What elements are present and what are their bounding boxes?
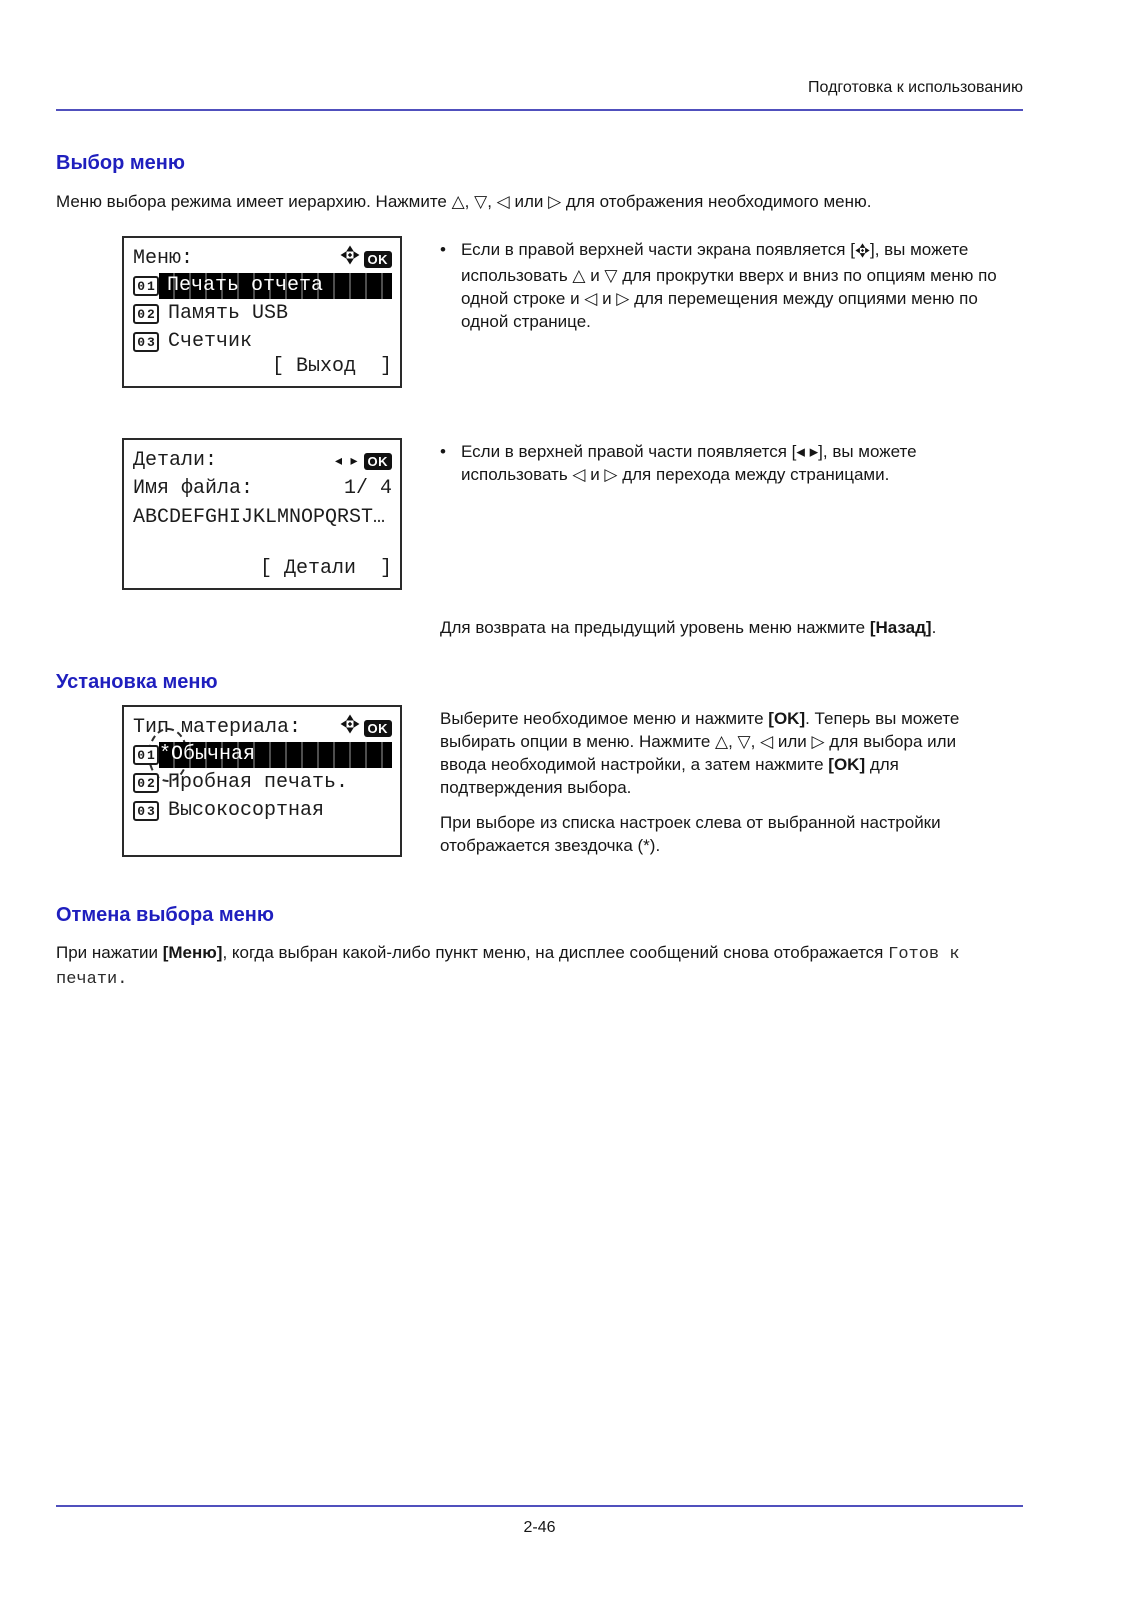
bullet-text: Если в правой верхней части экрана появляется [ ], вы можете использовать △ и ▽ для прокрутки вверх и вниз по опциям меню по одной строке и ◁ и ▷ для перемещения между опциями меню по одной странице.: [461, 240, 997, 331]
status-message-text: Готов к печати.: [56, 945, 960, 989]
media-item-row-selected: [133, 742, 392, 768]
bullet-marker: •: [440, 240, 446, 259]
menu-screen-row: [122, 236, 1023, 388]
four-way-arrow-icon: [340, 714, 360, 742]
select-menu-intro: Меню выбора режима имеет иерархию. Нажмите △, ▽, ◁ или ▷ для отображения необходимого меню.: [56, 192, 872, 211]
lcd-details-title: Детали:: [133, 449, 218, 472]
ok-key-label: [OK]: [768, 709, 806, 728]
lcd-menu-header: [133, 247, 392, 271]
media-item-row: [133, 798, 392, 824]
lcd-media-title: Тип материала:: [133, 716, 302, 739]
page-number: 2-46: [523, 1519, 556, 1536]
ok-key-badge: OK: [364, 720, 393, 737]
item-number-badge: 01: [133, 276, 159, 296]
lcd-screen-media-type: [122, 705, 402, 857]
section-title-set-menu: Установка меню: [56, 671, 218, 693]
item-number-badge: 02: [133, 773, 159, 793]
page-content: [56, 0, 1023, 991]
set-menu-note: [440, 705, 1005, 857]
bullet-text: Если в верхней правой части появляется [◂ ▸], вы можете использовать ◁ и ▷ для перехода между страницами.: [461, 442, 917, 484]
page-footer: [56, 1505, 1023, 1539]
section-title-select-menu: Выбор меню: [56, 152, 185, 174]
media-screen-row: [122, 705, 1023, 857]
left-right-arrows-icon: ◂ ▸: [334, 453, 360, 469]
selected-item-highlight: Печать отчета: [159, 273, 392, 299]
details-screen-note: [440, 438, 1005, 486]
ok-key-badge: OK: [364, 453, 393, 470]
item-number-badge: 03: [133, 332, 159, 352]
bullet-item: [440, 440, 1005, 486]
menu-item-row: [133, 301, 392, 327]
item-number-badge: 01: [133, 745, 159, 765]
page-counter: 1/ 4: [343, 477, 392, 500]
item-number-badge: 03: [133, 801, 159, 821]
lcd-screen-details: [122, 438, 402, 590]
softkey-exit: [ Выход ]: [271, 355, 392, 378]
breadcrumb: Подготовка к использованию: [808, 79, 1023, 96]
four-way-arrow-icon: [340, 245, 360, 273]
four-way-arrow-icon: [855, 241, 870, 264]
item-label: Память USB: [168, 302, 289, 325]
header-rule: [56, 109, 1023, 111]
file-name-row: [133, 476, 392, 502]
ok-key-label: [OK]: [828, 755, 866, 774]
lcd-details-header: [133, 449, 392, 473]
back-key-label: [Назад]: [869, 618, 932, 637]
set-menu-paragraph: Выберите необходимое меню и нажмите [OK]. Теперь вы можете выбирать опции в меню. Нажмите △, ▽, ◁ или ▷ для выбора или ввода необходимой настройки, а затем нажмите [OK] для подтверждения выбора.: [440, 709, 960, 797]
item-label: Счетчик: [168, 330, 253, 353]
file-name-label: Имя файла:: [133, 477, 254, 500]
footer-rule: [56, 1505, 1023, 1507]
file-name-value: ABCDEFGHIJKLMNOPQRST…: [133, 506, 386, 529]
item-label: Пробная печать.: [168, 771, 349, 794]
bullet-item: [440, 238, 1005, 333]
menu-item-row: [133, 329, 392, 355]
menu-screen-note: [440, 236, 1005, 333]
selected-item-highlight: *Обычная: [159, 742, 392, 768]
item-number-badge: 02: [133, 304, 159, 324]
lcd-screen-menu: [122, 236, 402, 388]
item-label: Высокосортная: [168, 799, 325, 822]
bullet-marker: •: [440, 442, 446, 461]
media-item-row: [133, 770, 392, 796]
cancel-menu-paragraph: При нажатии [Меню], когда выбран какой-либо пункт меню, на дисплее сообщений снова отображается Готов к печати.: [56, 943, 960, 989]
menu-item-row-selected: [133, 273, 392, 299]
menu-key-label: [Меню]: [162, 943, 223, 962]
section-title-cancel-menu: Отмена выбора меню: [56, 904, 274, 926]
softkey-details: [ Детали ]: [259, 557, 392, 580]
ok-key-badge: OK: [364, 251, 393, 268]
asterisk-note-paragraph: При выборе из списка настроек слева от выбранной настройки отображается звездочка (*).: [440, 813, 941, 855]
details-screen-row: [122, 438, 1023, 590]
back-note: Для возврата на предыдущий уровень меню нажмите [Назад].: [440, 618, 937, 637]
lcd-menu-title: Меню:: [133, 247, 194, 270]
